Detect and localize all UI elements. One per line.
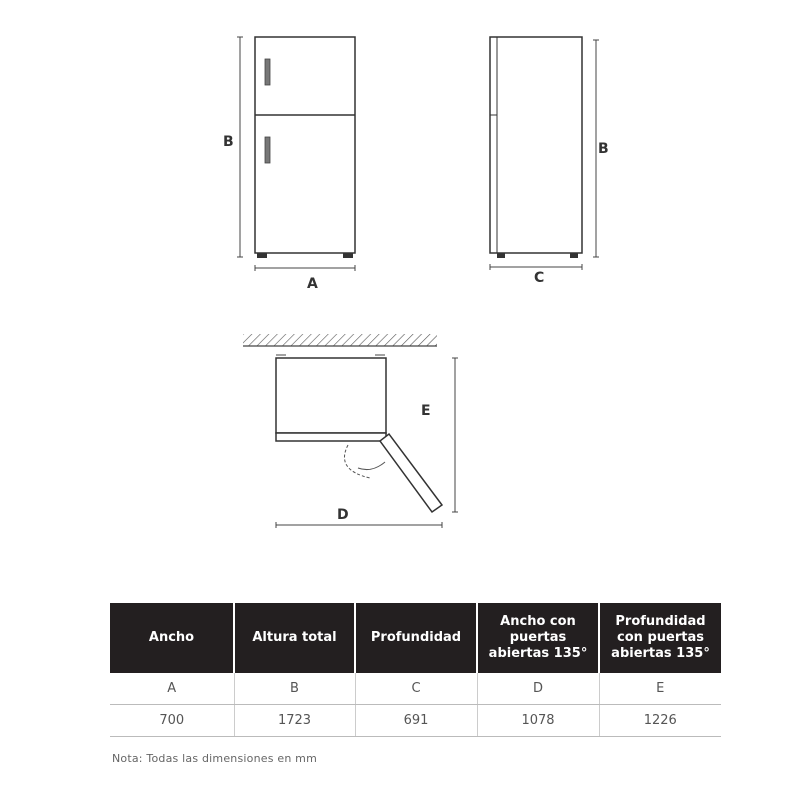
- label-b-side: B: [598, 141, 609, 157]
- value-cell: 700: [110, 705, 234, 737]
- side-foot-right: [570, 253, 578, 258]
- side-foot-left: [497, 253, 505, 258]
- letter-cell: B: [234, 673, 355, 705]
- front-foot-right: [343, 253, 353, 258]
- fridge-side-body: [490, 37, 582, 253]
- value-cell: 1078: [477, 705, 599, 737]
- letter-cell: A: [110, 673, 234, 705]
- value-cell: 1723: [234, 705, 355, 737]
- table-row-values: [110, 705, 721, 737]
- lower-door-handle: [265, 137, 270, 163]
- letter-cell: D: [477, 673, 599, 705]
- open-door: [380, 434, 442, 512]
- table-header-row: [110, 603, 721, 673]
- fridge-top-door-closed: [276, 433, 386, 441]
- dimensions-note: Nota: Todas las dimensiones en mm: [112, 752, 318, 765]
- label-c: C: [534, 270, 545, 286]
- table-row-letters: [110, 673, 721, 705]
- dimensions-table: [110, 603, 721, 737]
- label-a: A: [307, 276, 318, 292]
- front-foot-left: [257, 253, 267, 258]
- top-view: [243, 334, 455, 525]
- header-profundidad: Profundidad: [355, 603, 477, 673]
- label-e: E: [421, 403, 431, 419]
- fridge-top-body: [276, 358, 386, 433]
- header-ancho-puertas-abiertas: Ancho con puertas abiertas 135°: [477, 603, 599, 673]
- front-view: [223, 37, 355, 292]
- letter-cell: C: [355, 673, 477, 705]
- angle-arc: [358, 462, 385, 470]
- header-profundidad-puertas-abiertas: Profundidad con puertas abiertas 135°: [599, 603, 721, 673]
- letter-cell: E: [599, 673, 721, 705]
- side-view: [490, 37, 609, 286]
- upper-door-handle: [265, 59, 270, 85]
- label-d: D: [337, 507, 349, 523]
- header-ancho: Ancho: [110, 603, 234, 673]
- wall-hatch: [243, 334, 437, 346]
- value-cell: 1226: [599, 705, 721, 737]
- value-cell: 691: [355, 705, 477, 737]
- header-altura-total: Altura total: [234, 603, 355, 673]
- door-swing-arc: [344, 445, 370, 478]
- label-b-front: B: [223, 134, 234, 150]
